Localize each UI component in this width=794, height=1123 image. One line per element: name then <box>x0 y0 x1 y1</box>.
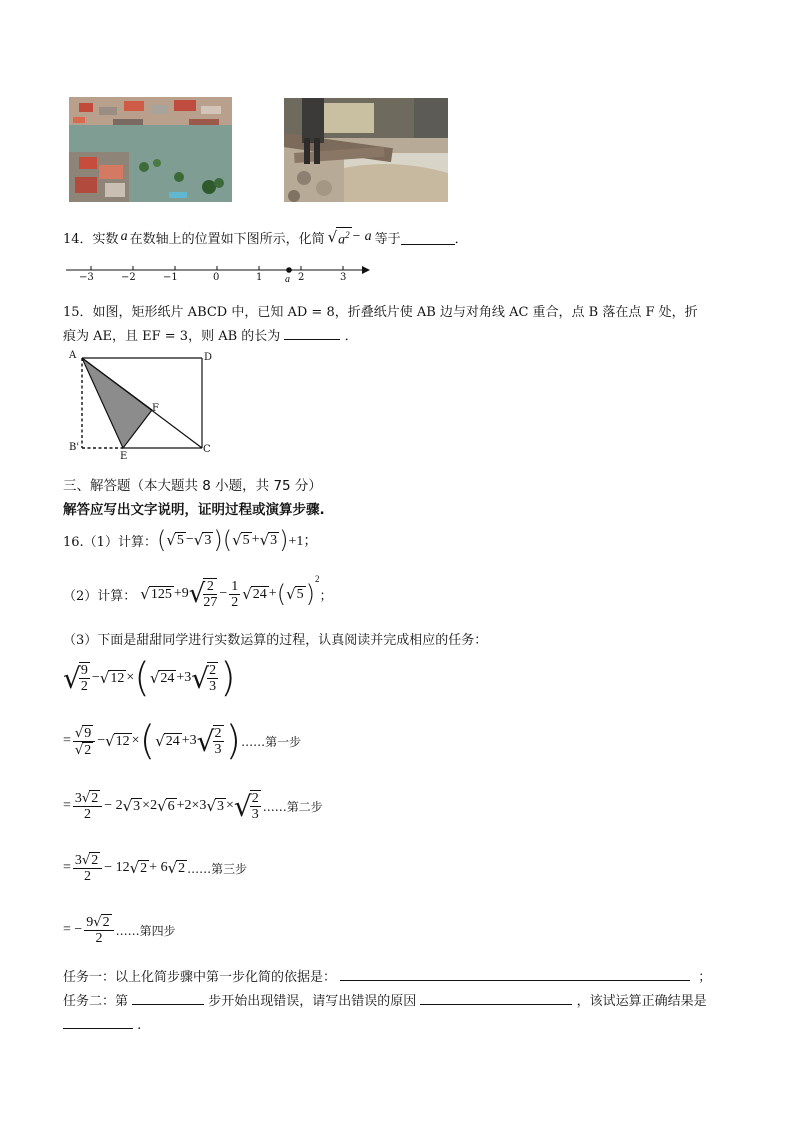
point-a-label: a <box>285 274 290 285</box>
rectangle-fold-figure <box>66 350 216 465</box>
calc-step-4: = − $\frac{9√2}{2}$ ……第四步 <box>63 915 176 946</box>
question-number: 14． <box>63 231 93 247</box>
period: . <box>137 1018 142 1033</box>
answer-blank[interactable] <box>284 325 340 340</box>
task-2-continued <box>63 1014 141 1033</box>
q16-part2-tail: ； <box>319 588 333 604</box>
section-subtitle: 解答应写出文字说明，证明过程或演算步骤. <box>63 502 325 518</box>
radicand: $a^2$ <box>336 227 352 248</box>
variable-a: a <box>120 229 128 245</box>
step-label: ……第一步 <box>241 734 302 749</box>
calc-expression-0: √ $\frac{9}{2}$ − √ 12 × ( √ 24 +3 √ $\frac{2}{3}$ ) <box>63 655 236 701</box>
task-2 <box>63 990 707 1009</box>
calc-step-2: = $\frac{3√2}{2}$ − 2 √ 3 ×2 √ 6 +2×3 √ 3 × √ $\frac{2}{3}$ ……第二步 <box>63 789 323 823</box>
tick-label: −2 <box>121 272 136 283</box>
q16-part1: 16.（1）计算： ( √ 5 − √ 3 ) ( √ 5 + √ 3 ) +1； <box>63 526 318 554</box>
tick-label: −1 <box>163 272 178 283</box>
answer-blank[interactable] <box>132 990 204 1005</box>
period: ． <box>454 231 468 247</box>
number-line <box>66 262 376 288</box>
q16-part1-tail: +1； <box>288 534 318 549</box>
question-text: 痕为 AE，且 EF = 3，则 AB 的长为 <box>63 329 281 344</box>
q16-part2: （2）计算： √ 125 +9 √ $\frac{2}{27}$ − $\frac{1}{2}$ √ 24 + ( √ 5 ) $^2$ ； <box>63 574 333 610</box>
vertex-label-B: B' <box>69 442 80 453</box>
step-label: ……第三步 <box>187 861 248 876</box>
expression-tail: − a <box>351 229 372 245</box>
tick-label: 1 <box>256 272 263 283</box>
step-label: ……第二步 <box>262 799 323 814</box>
vertex-label-E: E <box>120 451 128 462</box>
period: ． <box>344 329 358 344</box>
question-text: 在数轴上的位置如下图所示，化简 <box>129 231 325 247</box>
answer-blank[interactable] <box>420 990 572 1005</box>
vertex-label-D: D <box>204 352 213 363</box>
question-14 <box>63 227 468 248</box>
point-a-marker <box>286 267 292 273</box>
tick-label: −3 <box>79 272 94 283</box>
sqrt-symbol: √ <box>327 228 338 247</box>
q16-part1-label: 16.（1）计算： <box>63 534 157 550</box>
task-1-text: 任务一：以上化简步骤中第一步化简的依据是： <box>63 970 337 985</box>
flood-river-photo <box>284 98 448 202</box>
answer-blank[interactable] <box>340 966 690 981</box>
q16-part2-label: （2）计算： <box>63 588 137 604</box>
question-15-line1: 15．如图，矩形纸片 ABCD 中，已知 AD = 8，折叠纸片使 AB 边与对角线 AC 重合，点 B 落在点 F 处，折 <box>63 305 698 320</box>
vertex-label-A: A <box>69 350 77 361</box>
calc-step-1: = $\frac{√9}{√2}$ − √ 12 × ( √ 24 +3 √ $\frac{2}{3}$ ) ……第一步 <box>63 718 302 764</box>
tick-label: 3 <box>340 272 347 283</box>
flood-village-photo <box>69 97 232 202</box>
question-text: 等于 <box>374 231 401 247</box>
task-2-text: 步开始出现错误，请写出错误的原因 <box>208 994 417 1009</box>
task-1 <box>63 966 711 985</box>
calc-step-3: = $\frac{3√2}{2}$ − 12 √ 2 + 6 √ 2 ……第三步 <box>63 853 248 884</box>
section-title: 三、解答题（本大题共 8 小题，共 75 分） <box>63 478 322 494</box>
semicolon: ； <box>698 970 712 985</box>
vertex-label-F: F <box>152 403 159 414</box>
vertex-label-C: C <box>203 444 211 455</box>
question-text: 实数 <box>92 231 119 247</box>
task-2-text: 任务二：第 <box>63 994 129 1009</box>
tick-label: 0 <box>213 272 220 283</box>
step-label: ……第四步 <box>115 923 176 938</box>
q16-part3-text: （3）下面是甜甜同学进行实数运算的过程，认真阅读并完成相应的任务： <box>63 633 488 648</box>
answer-blank[interactable] <box>63 1014 133 1029</box>
answer-blank[interactable] <box>401 230 455 245</box>
task-2-text: ，该试运算正确结果是 <box>576 994 707 1009</box>
question-15-line2 <box>63 325 358 344</box>
tick-label: 2 <box>298 272 305 283</box>
